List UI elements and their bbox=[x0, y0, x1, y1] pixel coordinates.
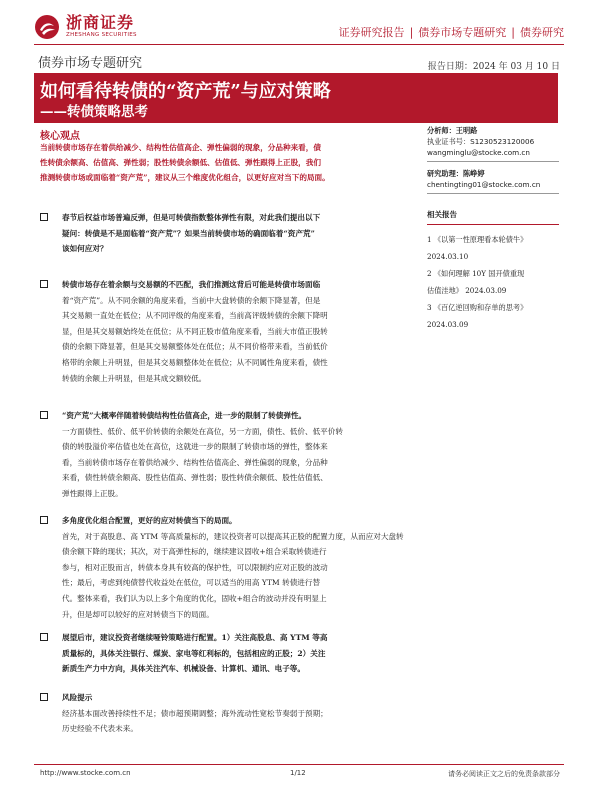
page-number: 1/12 bbox=[290, 769, 306, 777]
list-item: “资产荒”大概率伴随着转债结构性估值高企，进一步的限制了转债弹性。 一方面债性、低价、低平价转债的余额处在高位，另一方面，债性、低价、低平价转 债的转股溢价率估值也处在高位，这就进一步的限制了转债市场的弹性，整体来 看，当前转债市场存在着供给减少、结构性估值高企、弹性偏弱的现象，分品种 来看，债性转债余额高、股性估值高、弹性弱；股性转债余额低、股性估值低、 弹性跟得上正股。 bbox=[40, 408, 343, 502]
list-item: 风险提示 经济基本面改善持续性不足；债市超预期调整；海外流动性宽松节奏弱于预期； 历史经验不代表未来。 bbox=[40, 690, 328, 737]
logo-chinese-name: 浙商证券 bbox=[66, 13, 135, 33]
assistant-line: 研究助理：陈峥婷 bbox=[427, 169, 485, 178]
footer-website[interactable]: http://www.stocke.com.cn bbox=[40, 769, 131, 777]
core-points-heading: 核心观点 bbox=[40, 131, 80, 142]
core-line: 当前转债市场存在着供给减少、结构性估值高企、弹性偏弱的现象，分品种来看，债 bbox=[40, 143, 321, 152]
nav-item-bond-research: 债券研究 bbox=[520, 26, 564, 39]
logo-english-name: ZHESHANG SECURITIES bbox=[66, 32, 137, 39]
report-subtitle: ——转债策略思考 bbox=[40, 104, 148, 120]
list-item: 春节后权益市场普遍反弹，但是可转债指数整体弹性有限，对此我们提出以下 疑问：转债是不是面临着“资产荒”？如果当前转债市场的确面临着“资产荒” 该如何应对？ bbox=[40, 210, 320, 257]
company-logo bbox=[34, 14, 137, 40]
related-report-item[interactable]: 2 《如何理解 10Y 国开债重现 估值洼地》 2024.03.09 bbox=[427, 269, 525, 295]
checkbox-bullet-icon bbox=[40, 693, 48, 701]
core-points-body bbox=[40, 140, 416, 185]
sidebar-divider bbox=[427, 161, 559, 162]
core-line: 性转债余额高、估值高、弹性弱；股性转债余额低、估值低、弹性跟得上正股，我们 bbox=[40, 158, 321, 167]
report-date: 报告日期：2024 年 03 月 10 日 bbox=[427, 62, 560, 72]
logo-mark-icon bbox=[34, 14, 60, 40]
cert-line: 执业证书号：S1230523120006 bbox=[427, 137, 535, 146]
checkbox-bullet-icon bbox=[40, 411, 48, 419]
checkbox-bullet-icon bbox=[40, 516, 48, 524]
author-sidebar bbox=[427, 125, 565, 333]
core-line: 推测转债市场或面临着“资产荒”，建议从三个维度优化组合，以更好应对当下的局面。 bbox=[40, 173, 330, 182]
title-banner bbox=[34, 73, 558, 123]
list-item: 多角度优化组合配置，更好的应对转债当下的局面。 首先，对于高股息、高 YTM 等高质量标的，建议投资者可以提高其正股的配置力度，从而应对大盘转 债余额下降的现状；其次，对于高弹性标的，继续建议固收+组合采取转债进行 参与，相对正股而言，转债本身具有较高的保护性，可以限制约应对正股的波动 性；最后，考虑到纯债替代收益处在低位，可以适当的用高 YTM 转债进行替 代。整体来看，我们认为以上多个角度的优化，固收+组合的波动并没有明显上 升，但是却可以较好的应对转债当下的局面。 bbox=[40, 513, 404, 622]
report-title: 如何看待转债的“资产荒”与应对策略 bbox=[40, 81, 331, 102]
footer-disclaimer: 请务必阅读正文之后的免责条款部分 bbox=[448, 770, 560, 778]
checkbox-bullet-icon bbox=[40, 633, 48, 641]
related-report-item[interactable]: 1 《以第一性原理看本轮债牛》 2024.03.10 bbox=[427, 235, 528, 261]
sidebar-divider bbox=[427, 193, 559, 194]
nav-item-bond-market-special: 债券市场专题研究 bbox=[418, 26, 507, 39]
analyst-line: 分析师：王明路 bbox=[427, 126, 478, 135]
header-divider bbox=[34, 44, 564, 45]
report-series: 债券市场专题研究 bbox=[38, 56, 143, 71]
list-item: 转债市场存在着余额与交易额的不匹配，我们推测这背后可能是转债市场面临 着“资产荒”。从不同余额的角度来看，当前中大盘转债的余额下降显著，但是 其交易额一直处在低位；从不同评级的角度来看，当前高评级转债的余额下降明 显，但是其交易额始终处在低位；从不同正股市值角度来看，当前大市值正股转 债的余额下降显著，但是其交易额整体处在低位；从不同价格带来看，当前低价 格带的余额上升明显，但是其交易额整体处在低位；从不同属性角度来看，债性 转债的余额上升明显，但是其成交额较低。 bbox=[40, 277, 328, 386]
analyst-email: wangminglu@stocke.com.cn bbox=[427, 148, 530, 157]
checkbox-bullet-icon bbox=[40, 213, 48, 221]
assistant-email: chentingting01@stocke.com.cn bbox=[427, 180, 541, 189]
footer-divider bbox=[34, 764, 564, 765]
checkbox-bullet-icon bbox=[40, 280, 48, 288]
list-item: 展望后市，建议投资者继续哑铃策略进行配置。1）关注高股息、高 YTM 等高 质量标的，具体关注银行、煤炭、家电等红利标的，包括相应的正股；2）关注 新质生产力中方向，具体关注汽车、机械设备、计算机、通讯、电子等。 bbox=[40, 630, 327, 677]
nav-item-research-report: 证券研究报告 bbox=[338, 26, 405, 39]
related-divider bbox=[427, 224, 559, 225]
report-type-nav: 证券研究报告 | 债券市场专题研究 | 债券研究 bbox=[338, 26, 564, 39]
related-reports-heading: 相关报告 bbox=[427, 210, 457, 219]
related-report-item[interactable]: 3 《百亿逆回购和存单的思考》 2024.03.09 bbox=[427, 303, 528, 329]
